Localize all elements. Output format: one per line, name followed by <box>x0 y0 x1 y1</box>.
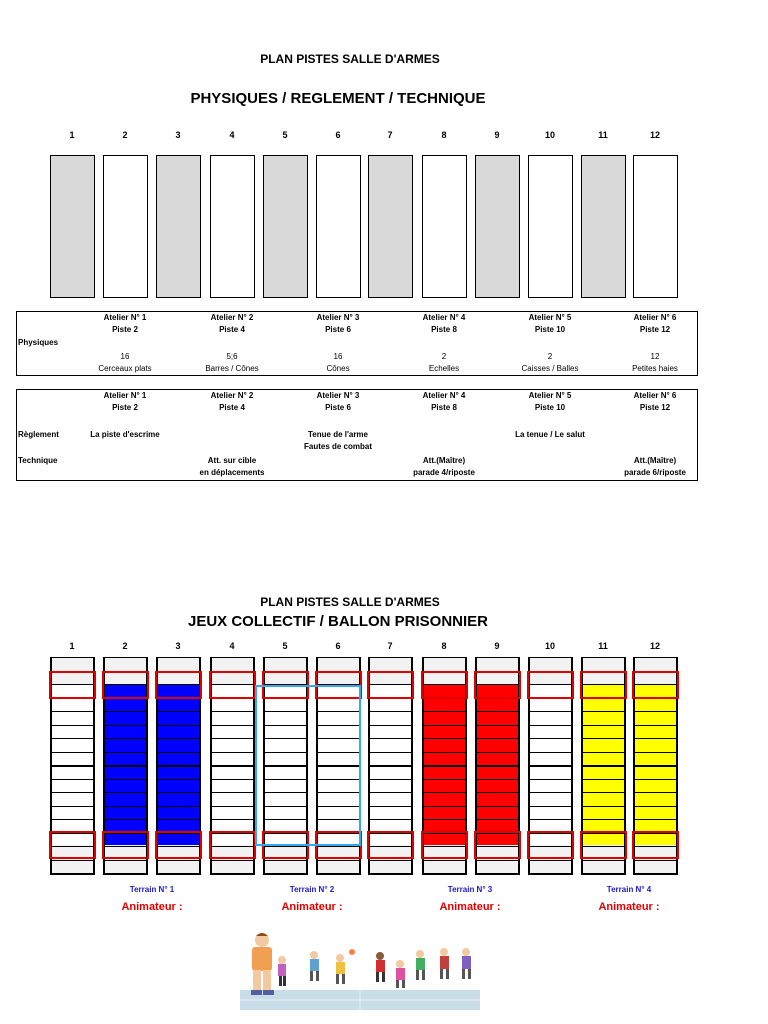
terrain-2-outline <box>255 685 361 846</box>
atelier-piste: Piste 12 <box>639 325 671 334</box>
piste-number: 4 <box>229 641 235 651</box>
technique-text: Att. sur cible <box>207 456 257 465</box>
page-title-bottom: PLAN PISTES SALLE D'ARMES <box>260 595 440 609</box>
zone-limit-box <box>580 831 627 859</box>
technique-text: Att.(Maître) <box>422 456 466 465</box>
zone-limit-box <box>102 671 149 699</box>
zone-limit-box <box>632 831 679 859</box>
atelier-qty: 16 <box>120 352 130 361</box>
piste <box>368 155 413 298</box>
piste-number: 3 <box>175 641 181 651</box>
child-figure <box>462 948 471 979</box>
zone-limit-box <box>421 671 468 699</box>
piste-number: 8 <box>441 130 447 140</box>
zone-limit-box <box>209 831 256 859</box>
piste <box>422 155 467 298</box>
atelier-name: Atelier N° 1 <box>103 391 147 400</box>
terrain-label: Terrain N° 4 <box>606 885 652 894</box>
child-figure <box>376 952 385 982</box>
child-figure <box>278 956 286 986</box>
animateur-label: Animateur : <box>439 901 501 913</box>
atelier-name: Atelier N° 1 <box>103 313 147 322</box>
child-figure <box>310 951 319 981</box>
reglement-text: La tenue / Le salut <box>515 430 585 439</box>
piste-number: 12 <box>649 130 660 140</box>
animateur-label: Animateur : <box>121 901 183 913</box>
zone-limit-box <box>102 831 149 859</box>
piste-number: 7 <box>387 130 393 140</box>
atelier-piste: Piste 10 <box>534 403 566 412</box>
atelier-name: Atelier N° 3 <box>316 313 360 322</box>
atelier-item: Cônes <box>326 364 350 373</box>
zone-limit-box <box>474 671 521 699</box>
piste-number: 3 <box>175 130 181 140</box>
atelier-item: Cerceaux plats <box>98 364 152 373</box>
atelier-name: Atelier N° 6 <box>633 313 677 322</box>
zone-limit-box <box>155 671 202 699</box>
piste-number: 5 <box>282 641 288 651</box>
zone-limit-box <box>474 831 521 859</box>
atelier-piste: Piste 8 <box>431 403 457 412</box>
technique-text: parade 6/riposte <box>624 468 686 477</box>
terrain-label: Terrain N° 1 <box>129 885 175 894</box>
zone-limit-box <box>49 671 96 699</box>
zone-limit-box <box>367 671 414 699</box>
atelier-piste: Piste 4 <box>219 403 245 412</box>
atelier-piste: Piste 2 <box>112 403 138 412</box>
piste <box>210 155 255 298</box>
piste-number: 6 <box>335 641 341 651</box>
atelier-piste: Piste 12 <box>639 403 671 412</box>
piste-number: 1 <box>69 130 75 140</box>
piste-number: 7 <box>387 641 393 651</box>
atelier-qty: 2 <box>547 352 553 361</box>
ball <box>349 949 355 955</box>
piste-number: 2 <box>122 130 128 140</box>
atelier-name: Atelier N° 4 <box>422 313 466 322</box>
atelier-name: Atelier N° 6 <box>633 391 677 400</box>
child-figure <box>416 950 425 980</box>
piste <box>156 155 201 298</box>
children-playing-illustration <box>240 930 480 1010</box>
child-figure <box>336 954 345 984</box>
reglement-label: Règlement <box>18 430 59 439</box>
piste-number: 9 <box>494 130 500 140</box>
zone-limit-box <box>527 671 574 699</box>
piste-number: 11 <box>598 641 608 651</box>
piste-number: 11 <box>598 130 608 140</box>
atelier-name: Atelier N° 2 <box>210 391 254 400</box>
zone-limit-box <box>209 671 256 699</box>
piste <box>475 155 520 298</box>
zone-limit-box <box>49 831 96 859</box>
technique-text: Att.(Maître) <box>633 456 677 465</box>
piste-number: 9 <box>494 641 500 651</box>
atelier-name: Atelier N° 5 <box>528 313 572 322</box>
piste <box>103 155 148 298</box>
piste-number: 6 <box>335 130 341 140</box>
piste-number: 4 <box>229 130 235 140</box>
atelier-piste: Piste 4 <box>219 325 245 334</box>
reglement-text: Fautes de combat <box>303 442 372 451</box>
piste <box>316 155 361 298</box>
piste-number: 8 <box>441 641 447 651</box>
atelier-name: Atelier N° 4 <box>422 391 466 400</box>
zone-limit-box <box>155 831 202 859</box>
atelier-name: Atelier N° 5 <box>528 391 572 400</box>
zone-limit-box <box>632 671 679 699</box>
physiques-label: Physiques <box>18 338 59 347</box>
piste-number: 10 <box>544 641 555 651</box>
piste <box>263 155 308 298</box>
technique-label: Technique <box>18 456 58 465</box>
piste-number: 12 <box>649 641 660 651</box>
atelier-piste: Piste 6 <box>325 403 351 412</box>
atelier-piste: Piste 6 <box>325 325 351 334</box>
atelier-piste: Piste 2 <box>112 325 138 334</box>
child-figure <box>440 948 449 979</box>
atelier-name: Atelier N° 2 <box>210 313 254 322</box>
page-title-top: PLAN PISTES SALLE D'ARMES <box>260 52 440 66</box>
atelier-item: Caisses / Balles <box>521 364 579 373</box>
zone-limit-box <box>367 831 414 859</box>
piste <box>633 155 678 298</box>
atelier-piste: Piste 10 <box>534 325 566 334</box>
piste <box>50 155 95 298</box>
atelier-qty: 12 <box>650 352 660 361</box>
terrain-label: Terrain N° 2 <box>289 885 335 894</box>
atelier-qty: 5;6 <box>226 352 238 361</box>
piste <box>528 155 573 298</box>
zone-limit-box <box>580 671 627 699</box>
atelier-item: Petites haies <box>632 364 678 373</box>
atelier-piste: Piste 8 <box>431 325 457 334</box>
reglement-text: Tenue de l'arme <box>308 430 368 439</box>
atelier-qty: 2 <box>441 352 447 361</box>
technique-text: en déplacements <box>199 468 265 477</box>
piste-number: 5 <box>282 130 288 140</box>
piste-number: 2 <box>122 641 128 651</box>
animateur-label: Animateur : <box>598 901 660 913</box>
terrain-label: Terrain N° 3 <box>447 885 493 894</box>
atelier-item: Echelles <box>428 364 460 373</box>
zone-limit-box <box>527 831 574 859</box>
child-figure <box>251 933 274 995</box>
atelier-qty: 16 <box>333 352 343 361</box>
atelier-name: Atelier N° 3 <box>316 391 360 400</box>
page-subtitle-top: PHYSIQUES / REGLEMENT / TECHNIQUE <box>190 90 486 107</box>
atelier-item: Barres / Cônes <box>205 364 259 373</box>
animateur-label: Animateur : <box>281 901 343 913</box>
piste-number: 1 <box>69 641 75 651</box>
piste-number: 10 <box>544 130 555 140</box>
child-figure <box>396 960 405 988</box>
technique-text: parade 4/riposte <box>413 468 475 477</box>
reglement-text: La piste d'escrime <box>90 430 160 439</box>
page-subtitle-bottom: JEUX COLLECTIF / BALLON PRISONNIER <box>187 613 488 630</box>
piste <box>581 155 626 298</box>
zone-limit-box <box>421 831 468 859</box>
